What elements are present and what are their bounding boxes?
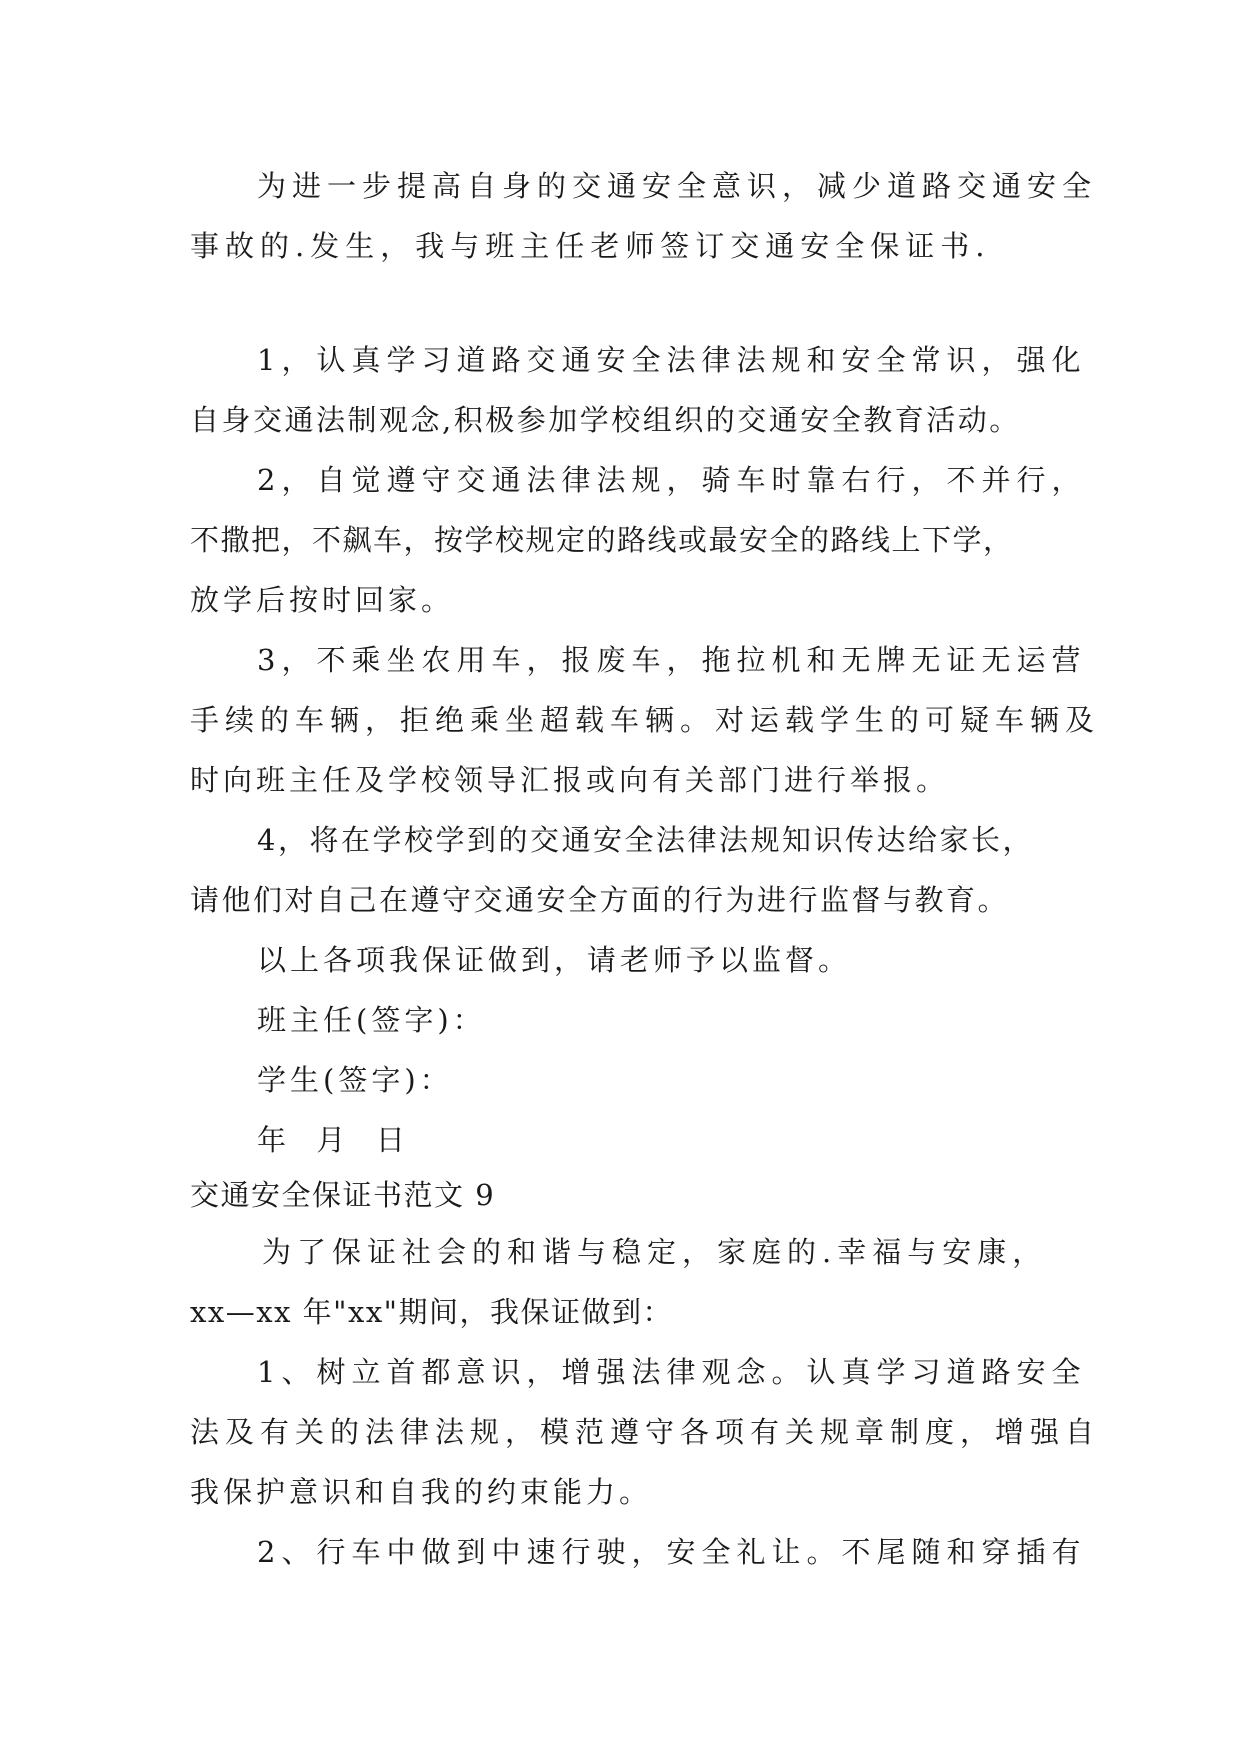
intro-line-1: 为进一步提高自身的交通安全意识，减少道路交通安全 [257,169,1098,203]
section2-item-2-line-1: 2、行车中做到中速行驶，安全礼让。不尾随和穿插有 [257,1535,1087,1569]
section2-item-1-line-1: 1、树立首都意识，增强法律观念。认真学习道路安全 [257,1355,1087,1389]
item-3-line-2: 手续的车辆，拒绝乘坐超载车辆。对运载学生的可疑车辆及 [190,703,1101,737]
item-4-line-2: 请他们对自己在遵守交通安全方面的行为进行监督与教育。 [190,883,1010,917]
section2-item-1-line-2: 法及有关的法律法规，模范遵守各项有关规章制度，增强自 [190,1415,1101,1449]
item-2-line-2: 不撒把，不飙车，按学校规定的路线或最安全的路线上下学， [190,523,1014,557]
item-3-line-3: 时向班主任及学校领导汇报或向有关部门进行举报。 [190,763,950,797]
section-title: 交通安全保证书范文 9 [190,1178,496,1212]
item-4-line-1: 4，将在学校学到的交通安全法律法规知识传达给家长， [257,823,1034,857]
student-signature-label: 学生(签字)： [257,1063,453,1097]
section2-intro-line-2: xx—xx 年"xx"期间，我保证做到： [190,1295,674,1329]
teacher-signature-label: 班主任(签字)： [257,1003,486,1037]
closing-statement: 以上各项我保证做到，请老师予以监督。 [257,943,852,977]
item-2-line-1: 2，自觉遵守交通法律法规，骑车时靠右行，不并行， [257,463,1087,497]
item-1-line-1: 1，认真学习道路交通安全法律法规和安全常识，强化 [257,343,1087,377]
item-1-line-2: 自身交通法制观念,积极参加学校组织的交通安全教育活动。 [190,403,1021,437]
item-2-line-3: 放学后按时回家。 [190,583,455,617]
intro-line-2: 事故的.发生，我与班主任老师签订交通安全保证书. [190,229,991,263]
item-3-line-1: 3，不乘坐农用车，报废车，拖拉机和无牌无证无运营 [257,643,1087,677]
date-line: 年 月 日 [257,1123,409,1157]
section2-item-1-line-3: 我保护意识和自我的约束能力。 [190,1475,653,1509]
section2-intro-line-1: 为了保证社会的和谐与稳定，家庭的.幸福与安康， [262,1235,1048,1269]
